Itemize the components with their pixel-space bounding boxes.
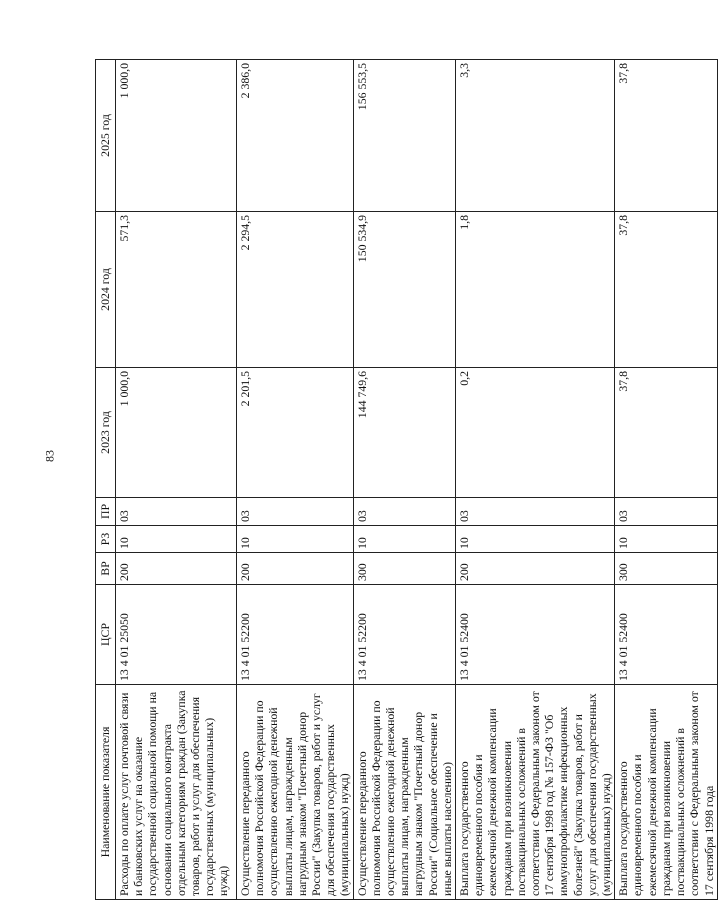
row-vr: 300 [615, 553, 717, 585]
header-2023: 2023 год [96, 368, 116, 498]
row-rz: 10 [456, 526, 615, 553]
row-2023: 144 749,6 [353, 368, 455, 498]
header-csr: ЦСР [96, 585, 116, 685]
table-row [353, 60, 455, 900]
header-rz: РЗ [96, 526, 116, 553]
row-name: Осуществление переданного полномочия Российской Федерации по осуществлению ежегодной денежной выплаты лицам, награжденным нагрудным знаком "Почетный донор России" (Социальное обеспечение и иные выплаты населению) [353, 685, 455, 900]
row-name: Осуществление переданного полномочия Российской Федерации по осуществлению ежегодной денежной выплаты лицам, награжденным нагрудным знаком "Почетный донор России" (Закупка товаров, работ и услуг для обеспечения государственных (муниципальных) нужд) [237, 685, 354, 900]
row-vr: 200 [456, 553, 615, 585]
budget-table [95, 59, 718, 900]
table-row [116, 60, 237, 900]
row-pr: 03 [116, 498, 237, 526]
row-2025: 156 553,5 [353, 60, 455, 212]
table-header-row [96, 60, 116, 900]
row-csr: 13 4 01 25050 [116, 585, 237, 685]
row-csr: 13 4 01 52200 [353, 585, 455, 685]
row-rz: 10 [615, 526, 717, 553]
row-csr: 13 4 01 52200 [237, 585, 354, 685]
row-csr: 13 4 01 52400 [456, 585, 615, 685]
row-pr: 03 [353, 498, 455, 526]
row-2023: 0,2 [456, 368, 615, 498]
budget-table-container [95, 60, 718, 900]
row-name: Расходы по оплате услуг почтовой связи и банковских услуг на оказание государственной социальной помощи на основании социального контракта отдельным категориям граждан (Закупка товаров, работ и услуг для обеспечения государственных (муниципальных) нужд) [116, 685, 237, 900]
row-2025: 37,8 [615, 60, 717, 212]
header-vr: ВР [96, 553, 116, 585]
header-2024: 2024 год [96, 212, 116, 368]
header-2025: 2025 год [96, 60, 116, 212]
row-pr: 03 [456, 498, 615, 526]
row-rz: 10 [353, 526, 455, 553]
row-csr: 13 4 01 52400 [615, 585, 717, 685]
row-2023: 2 201,5 [237, 368, 354, 498]
row-2025: 2 386,0 [237, 60, 354, 212]
table-row [615, 60, 717, 900]
row-2024: 37,8 [615, 212, 717, 368]
row-rz: 10 [237, 526, 354, 553]
row-name: Выплата государственного единовременного пособия и ежемесячной денежной компенсации гражданам при возникновении поствакцинальных осложнений в соответствии с Федеральным законом от 17 сентября 1998 года [615, 685, 717, 900]
table-row [456, 60, 615, 900]
row-vr: 300 [353, 553, 455, 585]
row-2023: 1 000,0 [116, 368, 237, 498]
header-pr: ПР [96, 498, 116, 526]
header-name: Наименование показателя [96, 685, 116, 900]
row-2025: 3,3 [456, 60, 615, 212]
row-rz: 10 [116, 526, 237, 553]
page-number: 83 [42, 450, 57, 462]
table-row [237, 60, 354, 900]
row-2024: 1,8 [456, 212, 615, 368]
row-pr: 03 [237, 498, 354, 526]
row-vr: 200 [116, 553, 237, 585]
row-pr: 03 [615, 498, 717, 526]
row-2023: 37,8 [615, 368, 717, 498]
row-2024: 571,3 [116, 212, 237, 368]
row-2024: 150 534,9 [353, 212, 455, 368]
row-2024: 2 294,5 [237, 212, 354, 368]
row-2025: 1 000,0 [116, 60, 237, 212]
row-vr: 200 [237, 553, 354, 585]
row-name: Выплата государственного единовременного пособия и ежемесячной денежной компенсации гражданам при возникновении поствакцинальных осложнений в соответствии с Федеральным законом от 17 сентября 1998 год № 157-ФЗ "Об иммунопрофилактике инфекционных болезней" (Закупка товаров, работ и услуг для обеспечения государственных (муниципальных) нужд) [456, 685, 615, 900]
